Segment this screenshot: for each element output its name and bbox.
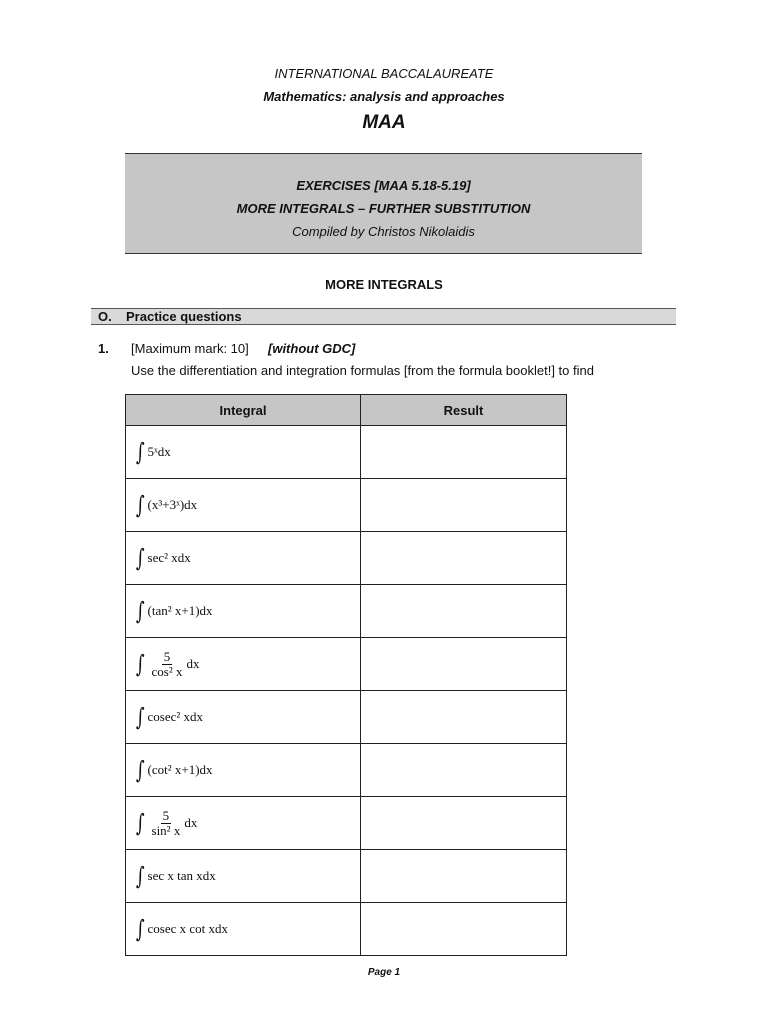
section-title: MORE INTEGRALS (325, 277, 443, 292)
table-row (126, 532, 567, 585)
title-box-author: Compiled by Christos Nikolaidis (292, 224, 475, 239)
result-cell[interactable] (361, 797, 567, 850)
table-row (126, 585, 567, 638)
table-row (126, 479, 567, 532)
title-box-exercises: EXERCISES [MAA 5.18-5.19] (296, 178, 471, 193)
integral-cell: ∫ (cot² x+1)dx (126, 744, 361, 797)
question-number: 1. (98, 341, 109, 356)
integral-cell: ∫ $\frac{5}{\text{sin² x}}$ dx (126, 797, 361, 850)
header-integral: Integral (126, 395, 361, 426)
result-cell[interactable] (361, 638, 567, 691)
title-box-topic: MORE INTEGRALS – FURTHER SUBSTITUTION (236, 201, 531, 216)
table-row (126, 744, 567, 797)
table-row (126, 691, 567, 744)
header-institution: INTERNATIONAL BACCALAUREATE (274, 66, 494, 81)
table-row (126, 850, 567, 903)
page-number: Page 1 (367, 967, 401, 978)
practice-number: O. (98, 309, 112, 324)
integral-cell: ∫ cosec² xdx (126, 691, 361, 744)
table-row (126, 797, 567, 850)
table-row (126, 903, 567, 956)
result-cell[interactable] (361, 744, 567, 797)
integral-cell: ∫ $\frac{5}{\text{cos² x}}$ dx (126, 638, 361, 691)
table-row (126, 638, 567, 691)
result-cell[interactable] (361, 479, 567, 532)
table-row (126, 426, 567, 479)
integral-cell: ∫ 5ˣdx (126, 426, 361, 479)
result-cell[interactable] (361, 426, 567, 479)
result-cell[interactable] (361, 585, 567, 638)
table-header-row (126, 395, 567, 426)
integrals-table (125, 394, 567, 956)
practice-header (91, 308, 676, 325)
integral-cell: ∫ cosec x cot xdx (126, 903, 361, 956)
question-mark: [Maximum mark: 10] (131, 341, 249, 356)
header-result: Result (361, 395, 567, 426)
result-cell[interactable] (361, 903, 567, 956)
integral-cell: ∫ sec x tan xdx (126, 850, 361, 903)
question-text: Use the differentiation and integration formulas [from the formula booklet!] to find (131, 363, 594, 378)
result-cell[interactable] (361, 532, 567, 585)
question-gdc: [without GDC] (268, 341, 356, 356)
integral-cell: ∫ (tan² x+1)dx (126, 585, 361, 638)
integral-cell: ∫ (x³+3ˣ)dx (126, 479, 361, 532)
practice-label: Practice questions (126, 309, 242, 324)
result-cell[interactable] (361, 691, 567, 744)
integral-cell: ∫ sec² xdx (126, 532, 361, 585)
header-subject: Mathematics: analysis and approaches (263, 89, 505, 104)
header-course: MAA (362, 112, 406, 133)
result-cell[interactable] (361, 850, 567, 903)
title-box (125, 153, 642, 254)
